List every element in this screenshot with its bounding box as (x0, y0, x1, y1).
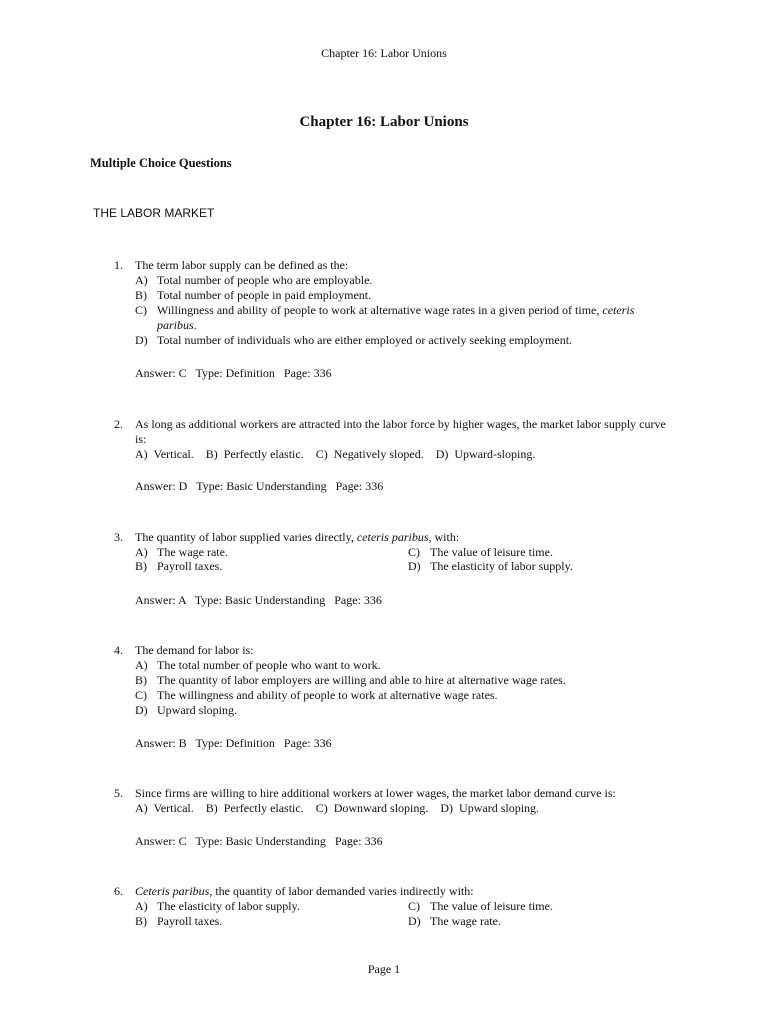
question-number: 6. (114, 884, 123, 898)
option-c-continued: paribus. (157, 318, 197, 332)
answer-line: Answer: C Type: Basic Understanding Page: 336 (135, 834, 383, 848)
question-number: 1. (114, 258, 123, 272)
inline-options: A) Vertical. B) Perfectly elastic. C) Downward sloping. D) Upward sloping. (135, 801, 540, 815)
answer-line: Answer: A Type: Basic Understanding Page: 336 (135, 593, 382, 607)
question-text: Ceteris paribus, the quantity of labor demanded varies indirectly with: (135, 884, 474, 898)
question-number: 3. (114, 530, 123, 544)
topic-heading: THE LABOR MARKET (93, 206, 215, 220)
running-header: Chapter 16: Labor Unions (321, 46, 447, 60)
question-text: As long as additional workers are attracted into the labor force by higher wages, the market labor supply curve is: (135, 417, 666, 446)
answer-line: Answer: B Type: Definition Page: 336 (135, 736, 332, 750)
chapter-title: Chapter 16: Labor Unions (299, 114, 469, 130)
question-text: The quantity of labor supplied varies directly, ceteris paribus, with: (135, 530, 460, 544)
answer-line: Answer: C Type: Definition Page: 336 (135, 366, 332, 380)
question-number: 5. (114, 786, 123, 800)
page-number: Page 1 (367, 962, 401, 976)
question-number: 2. (114, 417, 123, 431)
inline-options: A) Vertical. B) Perfectly elastic. C) Negatively sloped. D) Upward-sloping. (135, 447, 536, 461)
question-text: The term labor supply can be defined as the: (135, 258, 349, 272)
question-number: 4. (114, 643, 123, 657)
section-subtitle: Multiple Choice Questions (90, 156, 232, 170)
question-text: The demand for labor is: (135, 643, 254, 657)
answer-line: Answer: D Type: Basic Understanding Page: 336 (135, 479, 384, 493)
question-text: Since firms are willing to hire additional workers at lower wages, the market labor demand curve is: (135, 786, 616, 800)
